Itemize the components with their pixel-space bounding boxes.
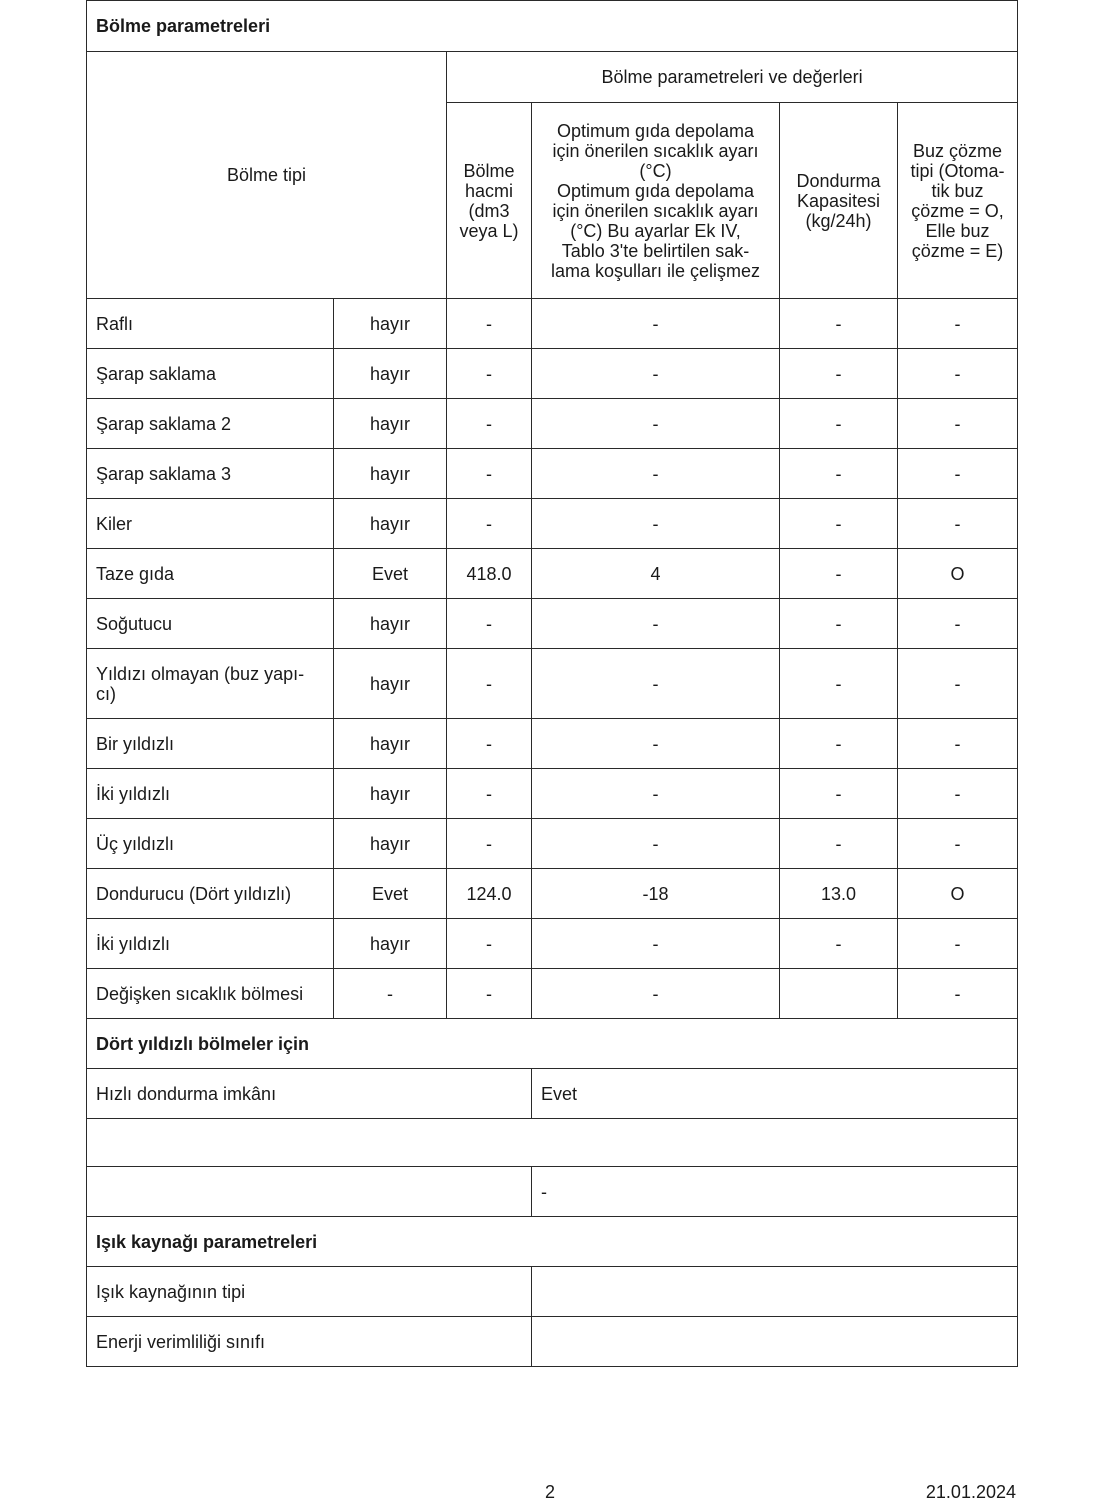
table-row: [87, 819, 1018, 869]
row-temperature: -: [532, 449, 780, 499]
row-volume: -: [447, 649, 532, 719]
row-name: İki yıldızlı: [87, 919, 334, 969]
row-defrost-type: -: [898, 449, 1018, 499]
row-temperature: -: [532, 919, 780, 969]
row-flag: hayır: [334, 349, 447, 399]
table-row: [87, 349, 1018, 399]
row-volume: -: [447, 919, 532, 969]
temperature-header: Optimum gıda depolama için önerilen sıcaklık ayarı (°C) Optimum gıda depolama için önerilen sıcaklık ayarı (°C) Bu ayarlar Ek IV, Tablo 3'te belirtilen sak- lama koşulları ile çelişmez: [532, 103, 780, 299]
document-date: 21.01.2024: [925, 1482, 1016, 1502]
row-defrost-type: -: [898, 599, 1018, 649]
row-defrost-type: -: [898, 969, 1018, 1019]
row-temperature: -: [532, 969, 780, 1019]
row-flag: hayır: [334, 769, 447, 819]
row-defrost-type: -: [898, 349, 1018, 399]
row-volume: -: [447, 969, 532, 1019]
row-flag: hayır: [334, 399, 447, 449]
row-temperature: 4: [532, 549, 780, 599]
parameters-group-header: Bölme parametreleri ve değerleri: [447, 52, 1018, 103]
section-title-row: [87, 1, 1018, 52]
defrost-type-header: Buz çözme tipi (Otoma- tik buz çözme = O, Elle buz çözme = E): [898, 103, 1018, 299]
row-defrost-type: -: [898, 499, 1018, 549]
row-flag: hayır: [334, 499, 447, 549]
freezing-capacity-header: Dondurma Kapasitesi (kg/24h): [780, 103, 898, 299]
header-row-1: [87, 52, 1018, 103]
row-freezing-capacity: -: [780, 399, 898, 449]
row-temperature: -: [532, 819, 780, 869]
row-flag: -: [334, 969, 447, 1019]
row-name: Şarap saklama: [87, 349, 334, 399]
table-row: [87, 399, 1018, 449]
row-temperature: -: [532, 499, 780, 549]
table-row: [87, 649, 1018, 719]
row-name: Üç yıldızlı: [87, 819, 334, 869]
row-volume: -: [447, 599, 532, 649]
row-freezing-capacity: -: [780, 549, 898, 599]
row-flag: Evet: [334, 869, 447, 919]
row-flag: Evet: [334, 549, 447, 599]
row-freezing-capacity: -: [780, 769, 898, 819]
four-star-section-row: [87, 1019, 1018, 1069]
row-temperature: -: [532, 649, 780, 719]
row-name: Raflı: [87, 299, 334, 349]
row-temperature: -18: [532, 869, 780, 919]
four-star-section-title: Dört yıldızlı bölmeler için: [87, 1019, 1018, 1069]
row-defrost-type: O: [898, 549, 1018, 599]
light-type-label: Işık kaynağının tipi: [87, 1267, 532, 1317]
row-flag: hayır: [334, 449, 447, 499]
energy-class-label: Enerji verimliliği sınıfı: [87, 1317, 532, 1367]
fast-freeze-label: Hızlı dondurma imkânı: [87, 1069, 532, 1119]
row-volume: -: [447, 449, 532, 499]
row-flag: hayır: [334, 919, 447, 969]
table-row: [87, 969, 1018, 1019]
table-row: [87, 599, 1018, 649]
row-freezing-capacity: 13.0: [780, 869, 898, 919]
row-name: Şarap saklama 2: [87, 399, 334, 449]
row-name: İki yıldızlı: [87, 769, 334, 819]
row-flag: hayır: [334, 719, 447, 769]
light-type-row: [87, 1267, 1018, 1317]
table-row: [87, 769, 1018, 819]
row-name: Dondurucu (Dört yıldızlı): [87, 869, 334, 919]
blank-value-row: [87, 1167, 1018, 1217]
row-defrost-type: -: [898, 819, 1018, 869]
table-row: [87, 719, 1018, 769]
row-freezing-capacity: -: [780, 649, 898, 719]
energy-class-row: [87, 1317, 1018, 1367]
compartment-type-header: Bölme tipi: [87, 52, 447, 299]
row-volume: 124.0: [447, 869, 532, 919]
row-name: Soğutucu: [87, 599, 334, 649]
row-flag: hayır: [334, 299, 447, 349]
row-temperature: -: [532, 719, 780, 769]
row-defrost-type: -: [898, 649, 1018, 719]
blank-label-cell: [87, 1167, 532, 1217]
light-section-row: [87, 1217, 1018, 1267]
row-volume: 418.0: [447, 549, 532, 599]
row-name: Kiler: [87, 499, 334, 549]
table-row: [87, 919, 1018, 969]
page-number: 2: [544, 1482, 555, 1502]
row-freezing-capacity: -: [780, 299, 898, 349]
light-section-title: Işık kaynağı parametreleri: [87, 1217, 1018, 1267]
row-freezing-capacity: -: [780, 449, 898, 499]
table-row: [87, 549, 1018, 599]
row-freezing-capacity: -: [780, 599, 898, 649]
row-freezing-capacity: -: [780, 349, 898, 399]
row-freezing-capacity: -: [780, 499, 898, 549]
table-row: [87, 499, 1018, 549]
table-row: [87, 299, 1018, 349]
row-temperature: -: [532, 399, 780, 449]
row-flag: hayır: [334, 599, 447, 649]
row-volume: -: [447, 719, 532, 769]
row-temperature: -: [532, 769, 780, 819]
row-volume: -: [447, 349, 532, 399]
row-name: Değişken sıcaklık bölmesi: [87, 969, 334, 1019]
row-freezing-capacity: -: [780, 719, 898, 769]
blank-value: -: [532, 1167, 1018, 1217]
row-flag: hayır: [334, 819, 447, 869]
row-defrost-type: -: [898, 919, 1018, 969]
blank-row: [87, 1119, 1018, 1167]
row-name: Bir yıldızlı: [87, 719, 334, 769]
row-volume: -: [447, 299, 532, 349]
row-volume: -: [447, 769, 532, 819]
row-defrost-type: -: [898, 299, 1018, 349]
row-volume: -: [447, 399, 532, 449]
row-temperature: -: [532, 349, 780, 399]
row-temperature: -: [532, 599, 780, 649]
row-defrost-type: -: [898, 399, 1018, 449]
row-name: Yıldızı olmayan (buz yapı- cı): [87, 649, 334, 719]
fast-freeze-row: [87, 1069, 1018, 1119]
compartment-parameters-table: [86, 0, 1018, 1367]
light-type-value: [532, 1267, 1018, 1317]
row-name: Taze gıda: [87, 549, 334, 599]
volume-header: Bölme hacmi (dm3 veya L): [447, 103, 532, 299]
row-temperature: -: [532, 299, 780, 349]
row-volume: -: [447, 819, 532, 869]
row-freezing-capacity: -: [780, 919, 898, 969]
row-defrost-type: O: [898, 869, 1018, 919]
table-row: [87, 449, 1018, 499]
section-title: Bölme parametreleri: [87, 1, 1018, 52]
row-name: Şarap saklama 3: [87, 449, 334, 499]
blank-cell: [87, 1119, 1018, 1167]
row-defrost-type: -: [898, 769, 1018, 819]
row-flag: hayır: [334, 649, 447, 719]
row-freezing-capacity: -: [780, 819, 898, 869]
energy-class-value: [532, 1317, 1018, 1367]
fast-freeze-value: Evet: [532, 1069, 1018, 1119]
row-volume: -: [447, 499, 532, 549]
table-row: [87, 869, 1018, 919]
row-defrost-type: -: [898, 719, 1018, 769]
row-freezing-capacity: [780, 969, 898, 1019]
